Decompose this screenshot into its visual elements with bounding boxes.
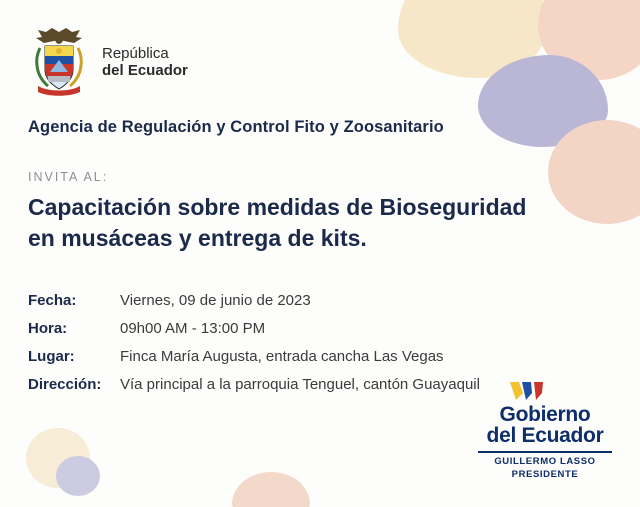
detail-row xyxy=(28,348,598,365)
detail-row xyxy=(28,292,598,309)
detail-value-lugar: Finca María Augusta, entrada cancha Las Vegas xyxy=(120,348,444,365)
republic-line-1: República xyxy=(102,44,169,62)
republic-line-2: del Ecuador xyxy=(102,62,188,79)
government-logo xyxy=(472,380,618,481)
title-line-2: en musáceas y entrega de kits. xyxy=(28,225,367,252)
detail-value-fecha: Viernes, 09 de junio de 2023 xyxy=(120,292,311,309)
government-logo-divider xyxy=(478,451,612,453)
title-line-1: Capacitación sobre medidas de Bioseguridad xyxy=(28,194,527,220)
detail-value-direccion: Vía principal a la parroquia Tenguel, cantón Guayaquil xyxy=(120,376,480,393)
decorative-blob-peach-bottom xyxy=(232,472,310,507)
detail-label-lugar: Lugar: xyxy=(28,348,75,365)
decorative-blob-purple-left xyxy=(56,456,100,496)
republic-wordmark xyxy=(102,45,188,80)
agency-name: Agencia de Regulación y Control Fito y Zoosanitario xyxy=(28,118,444,136)
page-title xyxy=(28,192,608,254)
header xyxy=(28,26,188,98)
detail-label-direccion: Dirección: xyxy=(28,376,102,393)
detail-row xyxy=(28,320,598,337)
ecuador-coat-of-arms-icon xyxy=(28,26,90,98)
detail-label-fecha: Fecha: xyxy=(28,292,77,309)
government-name-line-2: del Ecuador xyxy=(486,424,604,448)
government-ribbon-icon xyxy=(472,380,618,402)
president-name: GUILLERMO LASSO xyxy=(494,456,596,468)
president-title: PRESIDENTE xyxy=(511,468,579,480)
invitation-label: INVITA AL: xyxy=(28,170,109,184)
government-name-line-1: Gobierno xyxy=(499,403,591,427)
detail-value-hora: 09h00 AM - 13:00 PM xyxy=(120,320,266,337)
detail-label-hora: Hora: xyxy=(28,320,68,337)
